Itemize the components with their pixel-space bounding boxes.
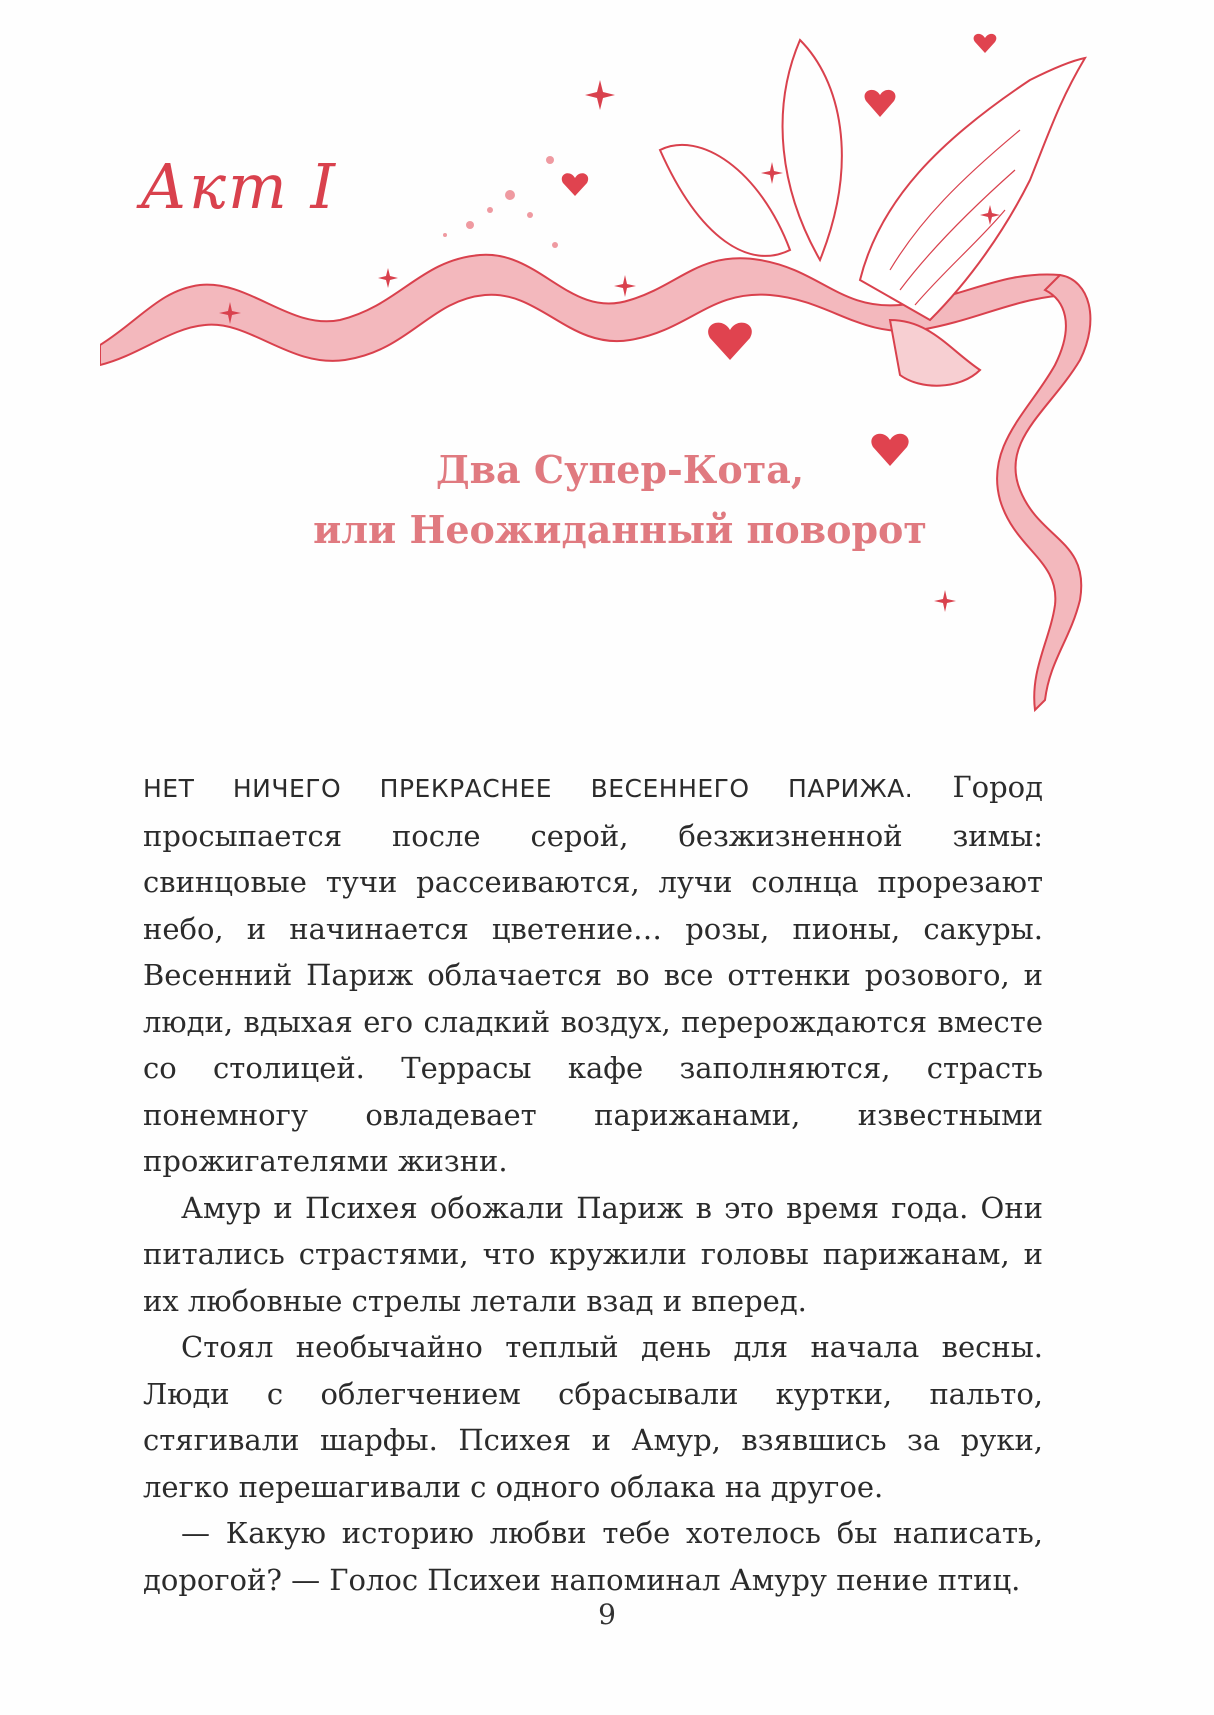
paragraph-1-text: Город просыпается после серой, безжизненной зимы: свинцовые тучи рассеиваются, лучи солнца прорезают небо, и начинается цветение… розы, пионы, сакуры. Весенний Париж облачается во все оттенки розового, и люди, вдыхая его сладкий воздух, перерождаются вместе со столицей. Террасы кафе заполняются, страсть понемногу овладевает парижанами, известными прожигателями жизни.: [143, 770, 1043, 1178]
chapter-title-line-2: или Неожиданный поворот: [313, 507, 927, 552]
ribbon-wing-illustration: [100, 20, 1160, 740]
act-label: Акт I: [140, 150, 337, 223]
heart-icon: [562, 173, 588, 196]
heart-icon: [708, 323, 752, 360]
ribbon-fold-shape: [890, 320, 980, 386]
paragraph-1: [143, 764, 1043, 1185]
chapter-body: [143, 764, 1043, 1603]
sparkle-icon: [378, 268, 398, 288]
paragraph-3: Стоял необычайно теплый день для начала весны. Люди с облегчением сбрасывали куртки, пальто, стягивали шарфы. Психея и Амур, взявшись за руки, легко перешагивали с одного облака на другое.: [143, 1330, 1043, 1504]
petal-outline-right: [783, 40, 842, 260]
page-number: 9: [598, 1598, 616, 1631]
heart-icon: [865, 90, 896, 117]
sparkle-icon: [934, 590, 956, 612]
petal-outline-left: [660, 145, 790, 256]
paragraph-2: Амур и Психея обожали Париж в это время года. Они питались страстями, что кружили головы парижанам, и их любовные стрелы летали взад и вперед.: [143, 1190, 1043, 1318]
sparkle-icon: [761, 162, 783, 184]
chapter-title: [240, 440, 1000, 560]
chapter-title-line-1: Два Супер-Кота,: [435, 447, 805, 492]
heart-icon: [974, 34, 997, 53]
lead-caps: НЕТ НИЧЕГО ПРЕКРАСНЕЕ ВЕСЕННЕГО ПАРИЖА.: [143, 774, 914, 803]
paragraph-4: — Какую историю любви тебе хотелось бы написать, дорогой? — Голос Психеи напоминал Амуру пение птиц.: [143, 1516, 1043, 1597]
sparkle-icon: [585, 80, 615, 110]
sparkle-icon: [614, 275, 636, 297]
ribbon-tail-shape: [997, 275, 1090, 710]
